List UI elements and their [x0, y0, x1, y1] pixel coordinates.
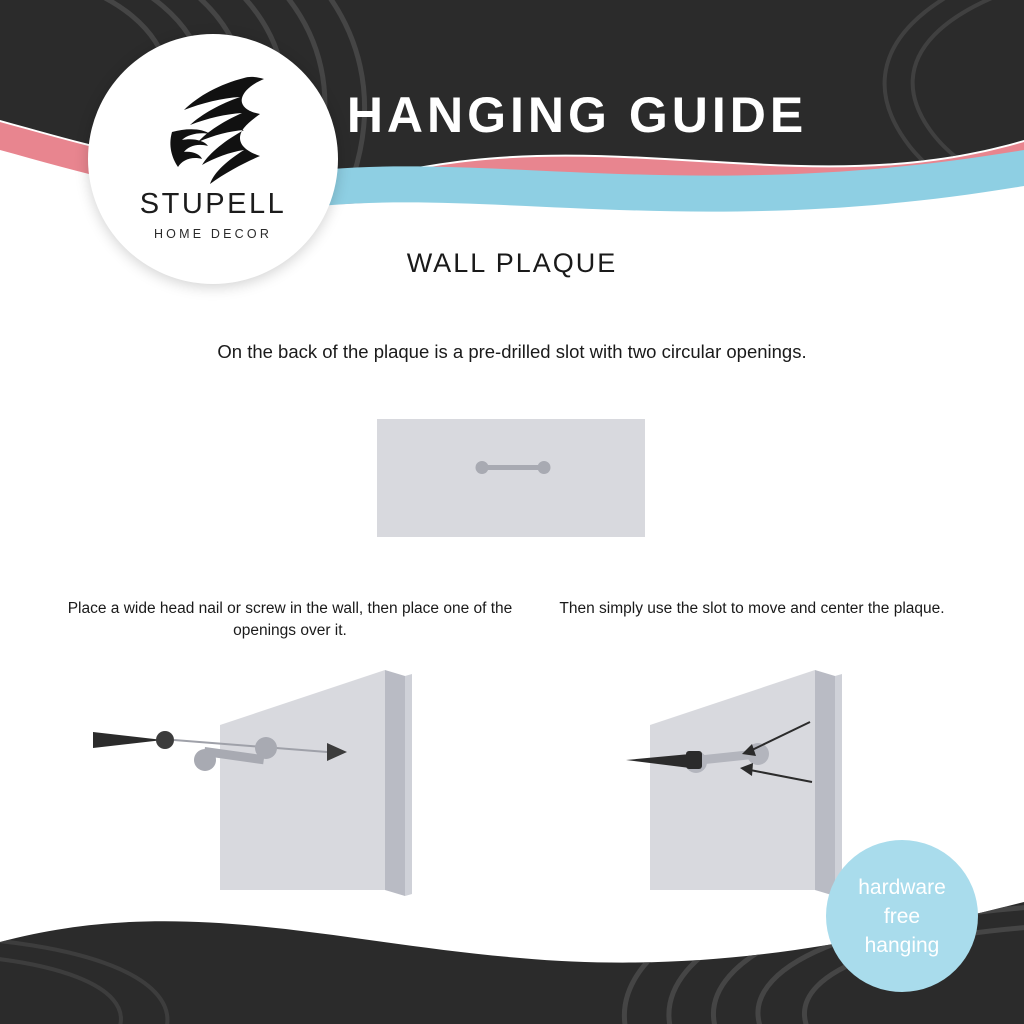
brand-name: STUPELL — [139, 188, 287, 220]
intro-text: On the back of the plaque is a pre-drilled slot with two circular openings. — [217, 341, 807, 362]
section-title: WALL PLAQUE — [406, 248, 618, 278]
page-title: HANGING GUIDE — [346, 86, 808, 143]
brand-subtitle: HOME DECOR — [153, 227, 273, 241]
hardware-free-badge — [826, 840, 978, 992]
badge-line-2: free — [883, 904, 921, 928]
badge-line-3: hanging — [864, 933, 940, 957]
keyhole-slot-icon — [474, 461, 552, 474]
brand-logo-badge — [88, 34, 338, 284]
plaque-back-illustration — [377, 419, 645, 537]
badge-line-1: hardware — [858, 875, 946, 899]
stupell-swoosh-icon — [148, 70, 278, 190]
step-2-caption: Then simply use the slot to move and center the plaque. — [559, 600, 945, 617]
step-1-caption: Place a wide head nail or screw in the wall, then place one of the openings over it. — [67, 600, 513, 639]
nail-into-wall-diagram — [75, 650, 475, 930]
